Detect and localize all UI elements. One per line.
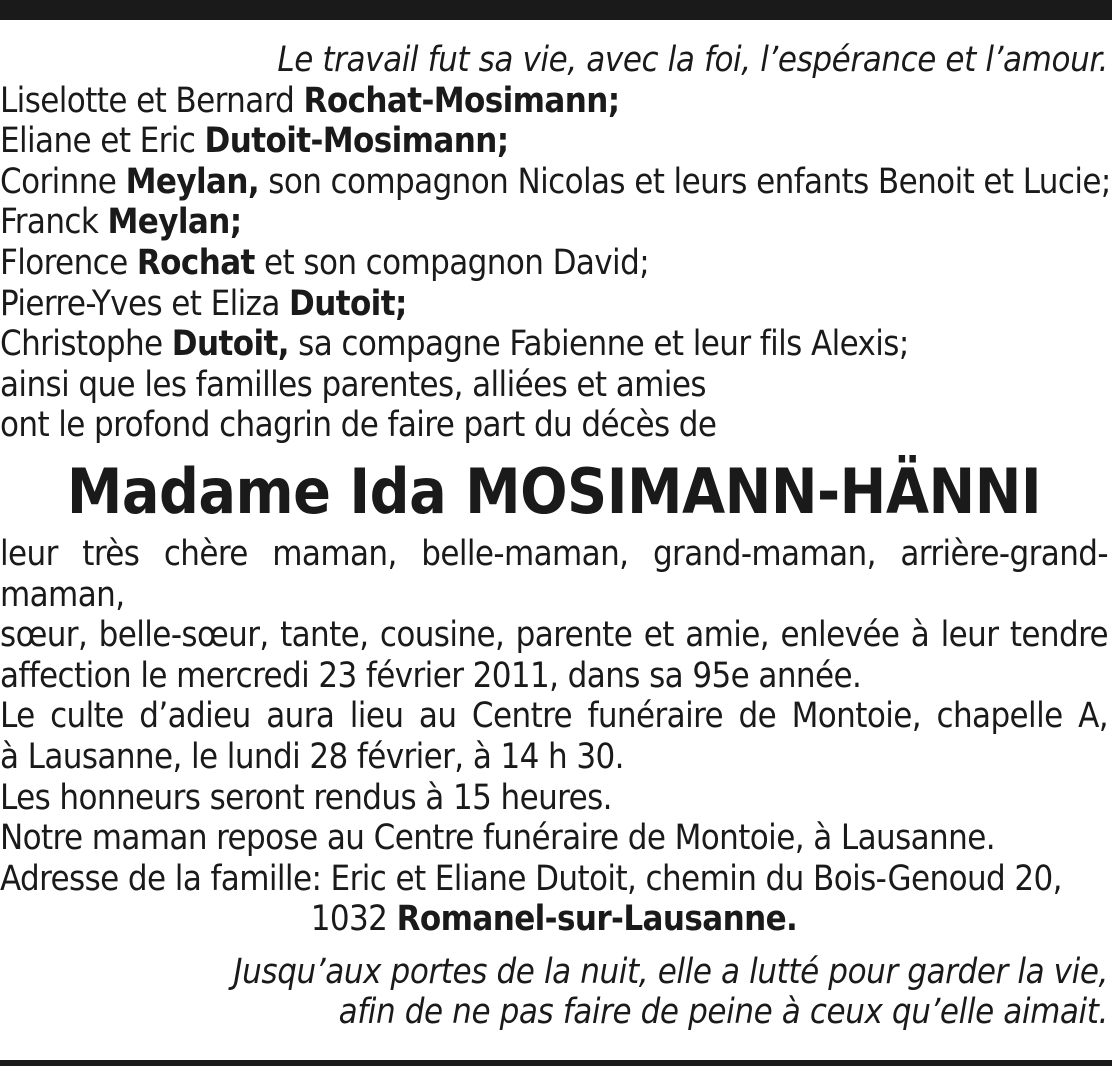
family-surname: Rochat-Mosimann; (303, 80, 620, 121)
body-line: Adresse de la famille: Eric et Eliane Dutoit, chemin du Bois-Genoud 20, (0, 858, 1062, 899)
family-surname: Meylan, (125, 161, 260, 202)
closing-quote-line: Jusqu’aux portes de la nuit, elle a lutté pour garder la vie, (233, 951, 1108, 992)
intro-line: ainsi que les familles parentes, alliées et amies (0, 364, 706, 405)
obituary-notice (0, 40, 1111, 1033)
family-line: Eliane et Eric Dutoit-Mosimann; (0, 121, 509, 162)
body-line: Les honneurs seront rendus à 15 heures. (0, 777, 612, 818)
family-line: Corinne Meylan, son compagnon Nicolas et leurs enfants Benoit et Lucie; (0, 161, 1111, 202)
family-line: Franck Meylan; (0, 202, 242, 243)
family-line: Florence Rochat et son compagnon David; (0, 242, 650, 283)
body-line: à Lausanne, le lundi 28 février, à 14 h 30. (0, 736, 624, 777)
family-surname: Meylan; (107, 202, 242, 243)
family-line: Christophe Dutoit, sa compagne Fabienne et leur fils Alexis; (0, 324, 909, 365)
address-city-line (0, 899, 1108, 940)
family-line: Liselotte et Bernard Rochat-Mosimann; (0, 80, 620, 121)
closing-quote-line: afin de ne pas faire de peine à ceux qu’elle aimait. (338, 992, 1108, 1033)
body-line: affection le mercredi 23 février 2011, dans sa 95e année. (0, 655, 862, 696)
family-surname: Dutoit, (171, 324, 289, 365)
family-line: Pierre-Yves et Eliza Dutoit; (0, 283, 407, 324)
postcode: 1032 (310, 899, 397, 940)
notice-body (0, 534, 1108, 940)
body-line: Le culte d’adieu aura lieu au Centre funéraire de Montoie, chapelle A, (0, 696, 1108, 737)
top-rule (0, 0, 1112, 20)
body-line: sœur, belle-sœur, tante, cousine, parente et amie, enlevée à leur tendre (0, 615, 1108, 656)
family-list (0, 80, 1111, 365)
bottom-rule (0, 1060, 1112, 1066)
family-surname: Rochat (136, 242, 255, 283)
opening-quote: Le travail fut sa vie, avec la foi, l’espérance et l’amour. (277, 40, 1108, 80)
body-line: leur très chère maman, belle-maman, grand-maman, arrière-grand-maman, (0, 533, 1108, 615)
closing-quote (0, 952, 1108, 1033)
city: Romanel-sur-Lausanne. (396, 899, 798, 940)
family-surname: Dutoit; (289, 283, 407, 324)
family-surname: Dutoit-Mosimann; (204, 121, 509, 162)
body-line: Notre maman repose au Centre funéraire de Montoie, à Lausanne. (0, 818, 995, 859)
intro-line: ont le profond chagrin de faire part du décès de (0, 405, 717, 446)
deceased-name: Madame Ida MOSIMANN-HÄNNI (66, 454, 1042, 528)
